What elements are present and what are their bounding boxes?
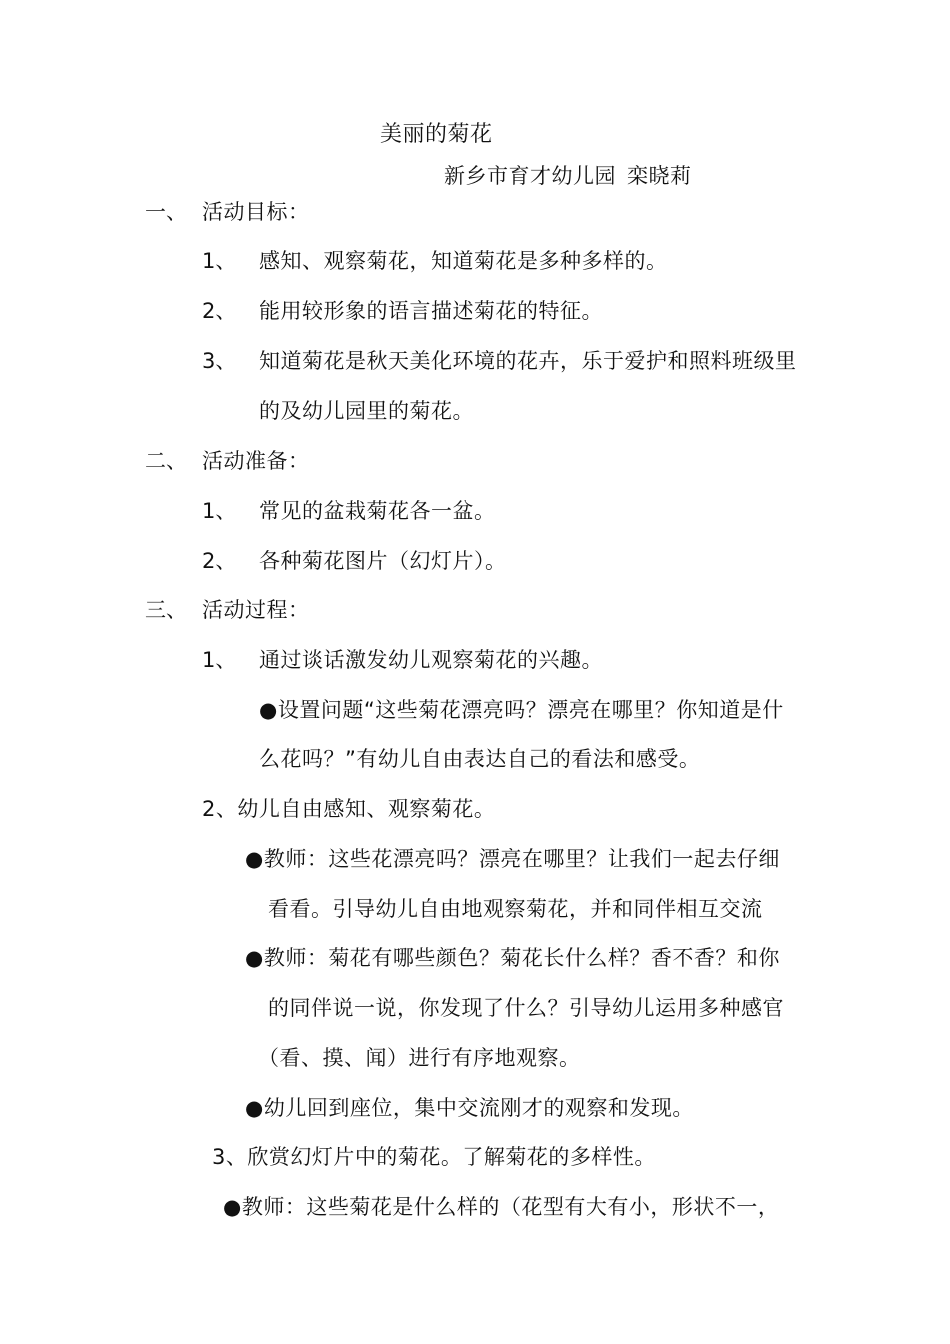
bullet-paragraph: ●设置问题“这些菊花漂亮吗？漂亮在哪里？你知道是什 [259,698,784,722]
bullet-paragraph-continued: 的同伴说一说，你发现了什么？引导幼儿运用多种感官 [268,996,784,1020]
list-item-text: 感知、观察菊花，知道菊花是多种多样的。 [259,249,668,273]
list-item-text-continued: 的及幼儿园里的菊花。 [259,399,474,423]
section-heading: 活动准备： [202,449,310,473]
section-marker: 一、 [145,200,187,224]
subsection-heading: 3、欣赏幻灯片中的菊花。了解菊花的多样性。 [212,1145,656,1169]
list-item-marker: 2、 [202,299,237,323]
list-item-text: 能用较形象的语言描述菊花的特征。 [259,299,603,323]
bullet-paragraph-continued: 么花吗？”有幼儿自由表达自己的看法和感受。 [259,747,701,771]
bullet-paragraph: ●幼儿回到座位，集中交流刚才的观察和发现。 [245,1096,694,1120]
section-marker: 二、 [145,449,187,473]
bullet-paragraph-continued: （看、摸、闻）进行有序地观察。 [258,1046,581,1070]
section-heading: 活动过程： [202,598,310,622]
subsection-heading: 2、幼儿自由感知、观察菊花。 [202,797,496,821]
list-item-text: 通过谈话激发幼儿观察菊花的兴趣。 [259,648,603,672]
list-item-marker: 1、 [202,648,237,672]
list-item-marker: 1、 [202,499,237,523]
bullet-paragraph: ●教师：这些菊花是什么样的（花型有大有小，形状不一， [223,1195,780,1219]
byline-organization: 新乡市育才幼儿园 [444,164,616,188]
list-item-marker: 3、 [202,349,237,373]
bullet-paragraph-continued: 看看。引导幼儿自由地观察菊花，并和同伴相互交流 [268,897,763,921]
list-item-text: 各种菊花图片（幻灯片）。 [259,549,507,573]
byline-author: 栾晓莉 [627,164,692,188]
list-item-marker: 2、 [202,549,237,573]
section-heading: 活动目标： [202,200,310,224]
list-item-text: 常见的盆栽菊花各一盆。 [259,499,496,523]
document-title: 美丽的菊花 [380,122,493,147]
list-item-text: 知道菊花是秋天美化环境的花卉，乐于爱护和照料班级里 [259,349,797,373]
bullet-paragraph: ●教师：菊花有哪些颜色？菊花长什么样？香不香？和你 [245,946,780,970]
list-item-marker: 1、 [202,249,237,273]
section-marker: 三、 [145,598,187,622]
bullet-paragraph: ●教师：这些花漂亮吗？漂亮在哪里？让我们一起去仔细 [245,847,780,871]
